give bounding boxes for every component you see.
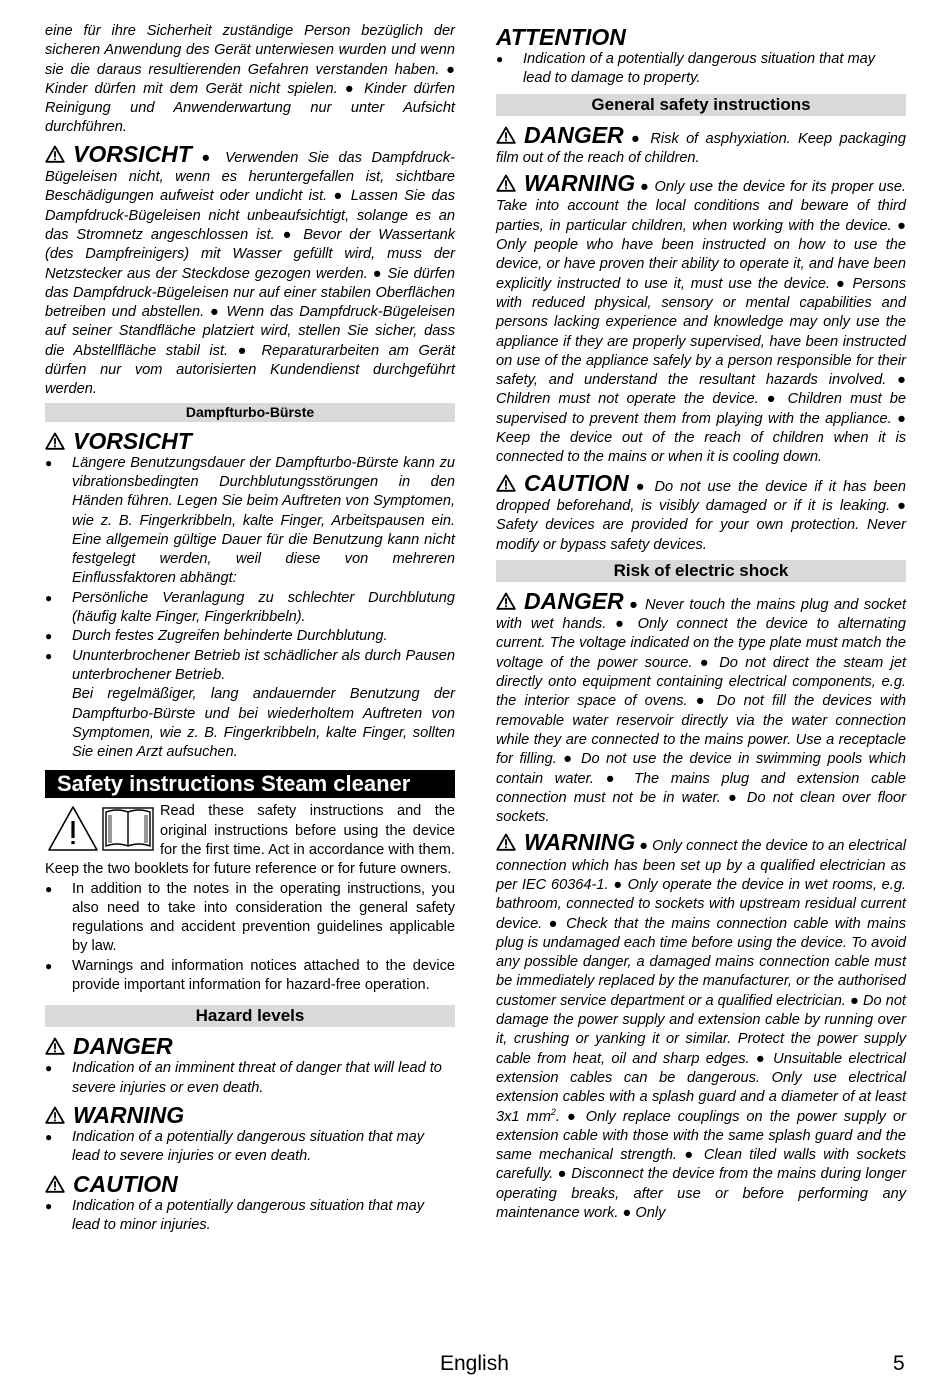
page-number: 5: [893, 1352, 905, 1375]
warning-text-a: ● Only connect the device to an electrical connection which has been set up by a qualified electrician as per IEC 60364-1. ● Only operate the device in wet rooms, e.g. bathroom, connected to sockets with upstream residual current device. ● Check that the mains connection cable with mains plug is undamaged each time before using the device. To avoid any possible danger, a damaged mains connection cable must be immediately replaced by the manufacturer, or the authorised customer service department or a qualified electrician. ● Do not damage the power supply and extension cable by running over it, crushing or yanking it or similar. Protect the power supply cable from heat, oil and sharp edges. ● Unsuitable electrical extension cables can be dangerous. Only use electrical extension cables with a splash guard and a diameter of at least 3x1 mm: [496, 838, 907, 1125]
electric-warning-paragraph: [496, 829, 906, 1223]
read-manual-icon: [45, 804, 157, 854]
list-item: ● Warnings and information notices attached to the device provide important information for hazard-free operation.: [45, 957, 455, 996]
warning-heading: [45, 1102, 455, 1128]
superscript: 2: [550, 1106, 556, 1117]
section-title: Safety instructions Steam cleaner: [45, 770, 455, 798]
right-column: [496, 22, 906, 1223]
attention-list: [496, 50, 906, 89]
left-intro-paragraph: eine für ihre Sicherheit zuständige Person bezüglich der sicheren Anwendung des Gerät unterwiesen wurden und wenn sie die daraus resultierenden Gefahren verstanden haben. ● Kinder dürfen mit dem Gerät nicht spielen. ● Kinder dürfen Reinigung und Anwenderwartung nur unter Aufsicht durchführen.: [45, 23, 455, 136]
caution-list: [45, 1197, 455, 1236]
list-item: ● Persönliche Veranlagung zu schlechter Durchblutung (häufig kalte Finger, Fingerkribbeln).: [45, 589, 455, 628]
general-warning-paragraph: [496, 170, 906, 467]
warning-triangle-icon: [45, 145, 65, 163]
warning-triangle-icon: [45, 1106, 65, 1124]
vorsicht-heading-label: VORSICHT: [73, 427, 192, 454]
list-item: ● Indication of a potentially dangerous situation that may lead to severe injuries or even death.: [45, 1128, 455, 1167]
danger-list: [45, 1059, 455, 1098]
vorsicht-label: VORSICHT: [73, 140, 192, 167]
vorsicht-text: ● Verwenden Sie das Dampfdruck-Bügeleisen nicht, wenn es heruntergefallen ist, sichtbare Beschädigungen aufweist oder undicht ist. ● Lassen Sie das Dampfdruck-Bügeleisen nicht unbeaufsichtigt, solange es an das Stromnetz angeschlossen ist. ● Bevor der Wassertank (des Dampfreinigers) mit Wasser gefüllt wird, muss der Netzstecker aus der Steckdose gezogen werden. ● Sie dürfen das Dampfdruck-Bügeleisen nur auf einer stabilen Oberflächen betreiben und abstellen. ● Wenn das Dampfdruck-Bügeleisen auf seiner Standfläche platziert wird, stellen Sie sicher, dass die Abstellfläche stabil ist. ● Reparaturarbeiten am Gerät dürfen nur vom autorisierten Kundendienst durchgeführt werden.: [45, 149, 455, 398]
warning-list: [45, 1128, 455, 1167]
warning-triangle-icon: [45, 1037, 65, 1055]
warning-triangle-icon: [496, 474, 516, 492]
section-bar-general-safety: General safety instructions: [496, 94, 906, 116]
electric-danger-paragraph: [496, 588, 906, 828]
caution-heading: [45, 1171, 455, 1197]
warning-label: WARNING: [73, 1101, 185, 1128]
section-bar-electric-shock: Risk of electric shock: [496, 560, 906, 582]
footer-language: English: [440, 1352, 509, 1375]
list-item: ● Ununterbrochener Betrieb ist schädlicher als durch Pausen unterbrochener Betrieb.: [45, 647, 455, 686]
list-item: ● Durch festes Zugreifen behinderte Durchblutung.: [45, 627, 455, 646]
caution-label: CAUTION: [73, 1170, 178, 1197]
list-item: ● In addition to the notes in the operating instructions, you also need to take into consideration the general safety regulations and accident prevention guidelines applicable by law.: [45, 880, 455, 957]
warning-text-b: . ● Only replace couplings on the power supply or extension cable with those with the same splash guard and the same mechanical strength. ● Clean tiled walls with sockets carefully. ● Disconnect the device from the mains during longer operating breaks, after use or before performing any maintenance work. ● Only: [496, 1108, 906, 1222]
caution-label: CAUTION: [524, 469, 629, 496]
danger-heading: [45, 1033, 455, 1059]
warning-triangle-icon: [496, 592, 516, 610]
intro-block: [45, 802, 455, 879]
warning-label: WARNING: [524, 170, 636, 197]
list-item: ● Indication of a potentially dangerous situation that may lead to minor injuries.: [45, 1197, 455, 1236]
list-item: ● Indication of an imminent threat of danger that will lead to severe injuries or even death.: [45, 1059, 455, 1098]
warning-triangle-icon: [496, 833, 516, 851]
warning-triangle-icon: [496, 174, 516, 192]
section-bar-dampfturbo: Dampfturbo-Bürste: [45, 403, 455, 422]
vorsicht-after-text: Bei regelmäßiger, lang andauernder Benutzung der Dampfturbo-Bürste und bei wiederholtem Auftreten von Symptomen, wie z. B. Fingerkribbeln, kalte Finger, sollten Sie einen Arzt aufsuchen.: [72, 686, 455, 761]
warning-triangle-icon: [496, 126, 516, 144]
section-bar-hazard-levels: Hazard levels: [45, 1005, 455, 1027]
danger-label: DANGER: [524, 121, 624, 148]
intro-text: Read these safety instructions and the original instructions before using the device for the first time. Act in accordance with them. Keep the two booklets for future reference or for future owners.: [45, 803, 455, 878]
warning-triangle-icon: [45, 432, 65, 450]
warning-text: ● Only use the device for its proper use. Take into account the local conditions and beware of third parties, in particular children, when working with the device. ● Only people who have been instructed on how to use the device, or have proven their ability to operate it, and have been explicitly instructed to use it, must use the device. ● Persons with reduced physical, sensory or mental capabilities and persons lacking experience and knowledge may only use the appliance if they are properly supervised, have been instructed on use of the appliance safely by a person responsible for their safety, and understand the resultant hazards involved. ● Children must not operate the device. ● Children must be supervised to prevent them from playing with the appliance. ● Keep the device out of the reach of children when it is connected to the mains or when it is cooling down.: [496, 179, 906, 466]
left-column: [45, 22, 455, 1235]
attention-heading: ATTENTION: [496, 24, 626, 50]
general-danger-paragraph: [496, 122, 906, 169]
vorsicht-paragraph: [45, 141, 455, 400]
vorsicht-heading: [45, 428, 455, 454]
danger-label: DANGER: [73, 1033, 173, 1060]
list-item: ● Längere Benutzungsdauer der Dampfturbo-Bürste kann zu vibrationsbedingten Durchblutungsstörungen in den Händen führen. Legen Sie beim Auftreten von Symptomen, wie z. B. Fingerkribbeln, kalte Finger, Arbeitspausen ein. Eine allgemein gültige Dauer für die Benutzung kann nicht festgelegt werden, weil diese von mehreren Einflussfaktoren abhängt:: [45, 454, 455, 589]
danger-text: ● Risk of asphyxiation. Keep packaging film out of the reach of children.: [496, 130, 906, 166]
general-caution-paragraph: [496, 470, 906, 555]
danger-label: DANGER: [524, 587, 624, 614]
list-item: ● Indication of a potentially dangerous situation that may lead to damage to property.: [496, 50, 906, 89]
warning-label: WARNING: [524, 829, 636, 856]
caution-text: ● Do not use the device if it has been dropped beforehand, is visibly damaged or if it is leaking. ● Safety devices are provided for your own protection. Never modify or bypass safety devices.: [496, 478, 906, 553]
warning-triangle-icon: [45, 1175, 65, 1193]
vorsicht-list: [45, 454, 455, 686]
danger-text: ● Never touch the mains plug and socket with wet hands. ● Only connect the device to alternating current. The voltage indicated on the type plate must match the voltage of the power source. ● Do not direct the steam jet directly onto equipment containing electrical components, e.g. the interior space of ovens. ● Do not fill the devices with removable water reservoir directly via the water connection while they are connected to the mains power. Use a receptacle for filling. ● Do not use the device in swimming pools which contain water. ● The mains plug and extension cable connection must not be in water. ● Do not clean over floor sockets.: [496, 596, 906, 826]
intro-list: [45, 880, 455, 996]
